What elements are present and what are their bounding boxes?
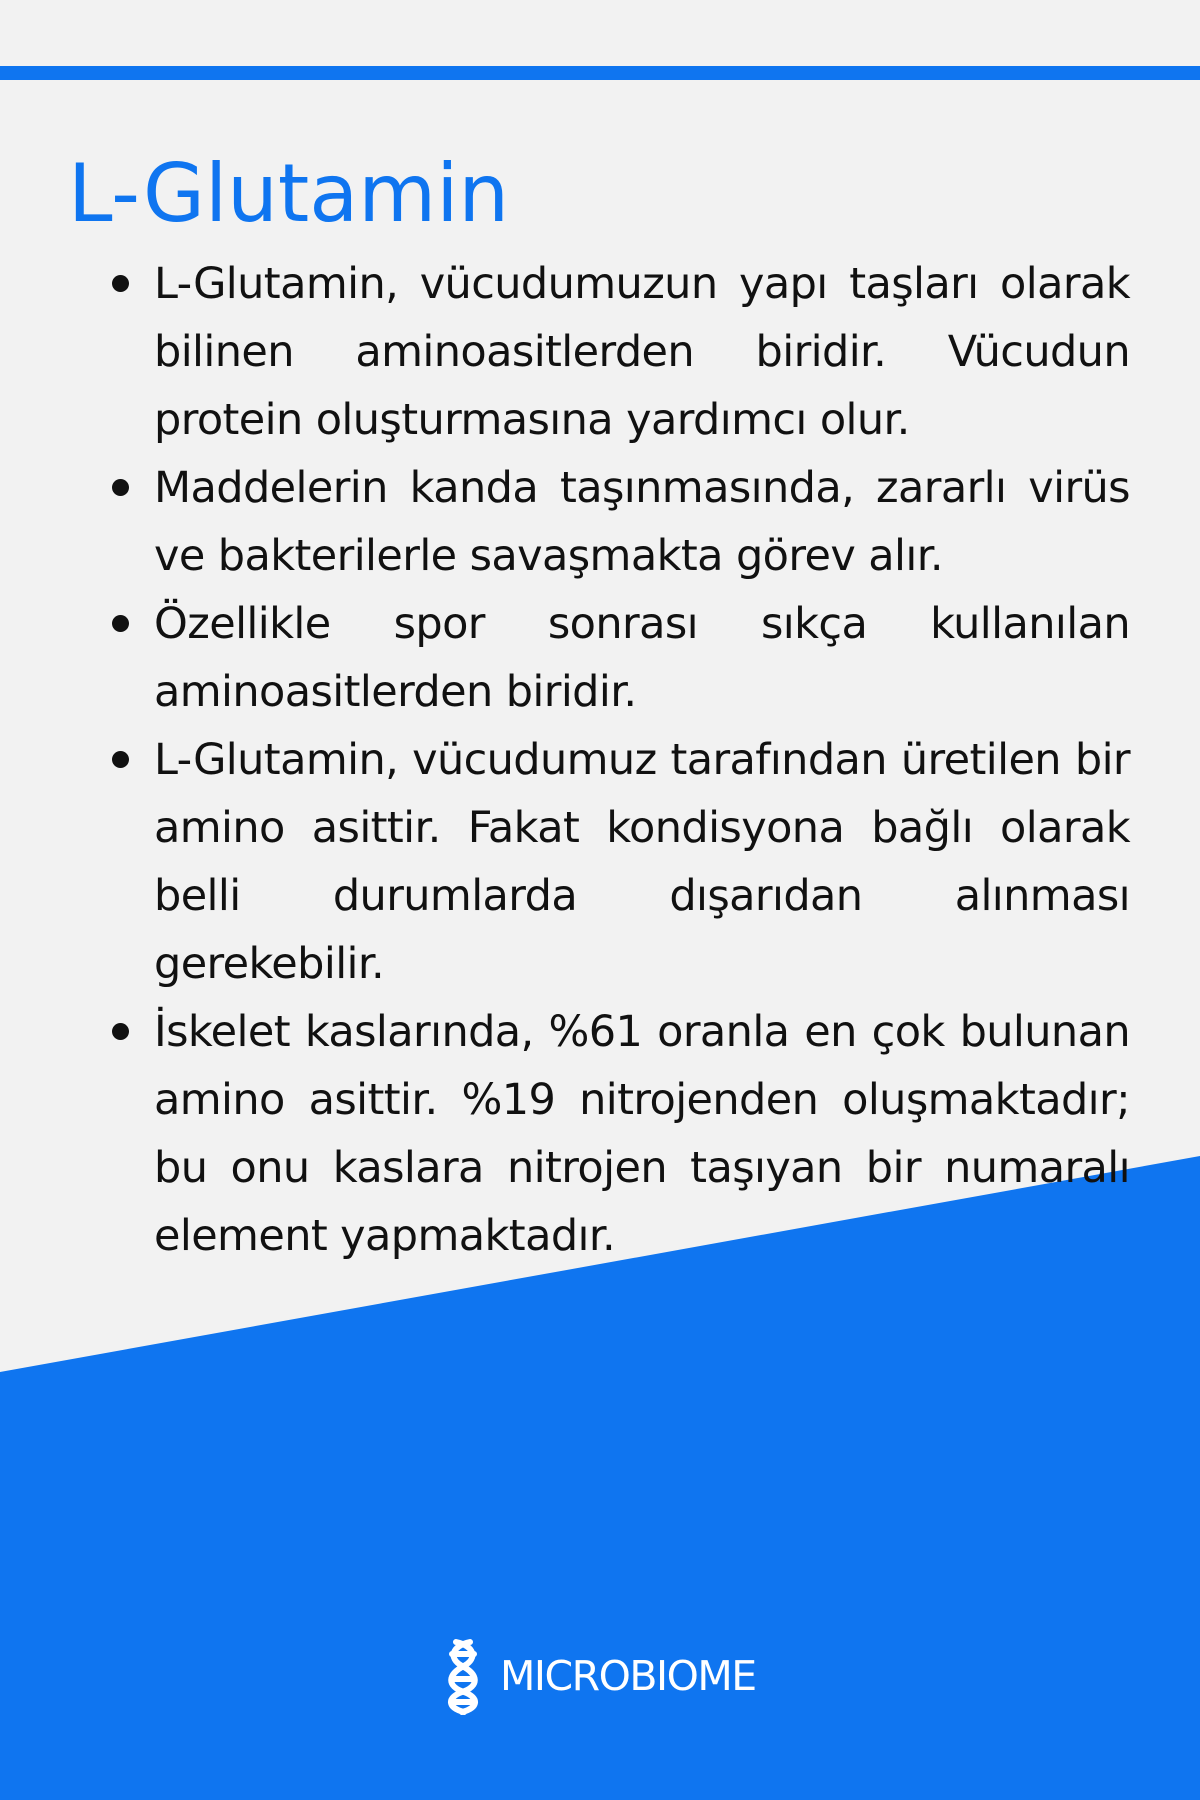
brand-name: MICROBIOME bbox=[500, 1652, 756, 1700]
list-item bbox=[106, 590, 1130, 726]
bullet-text: Maddelerin kanda taşınmasında, zararlı virüs ve bakterilerle savaşmakta görev alır. bbox=[154, 463, 1130, 581]
bullet-text: L-Glutamin, vücudumuzun yapı taşları olarak bilinen aminoasitlerden biridir. Vücudun protein oluşturmasına yardımcı olur. bbox=[154, 259, 1130, 445]
bullet-text: Özellikle spor sonrası sıkça kullanılan aminoasitlerden biridir. bbox=[154, 599, 1130, 717]
list-item bbox=[106, 726, 1130, 998]
list-item bbox=[106, 250, 1130, 454]
bullet-icon bbox=[112, 479, 129, 496]
bullet-list bbox=[106, 250, 1130, 1270]
list-item bbox=[106, 454, 1130, 590]
bullet-icon bbox=[112, 751, 129, 768]
brand-logo bbox=[434, 1636, 756, 1716]
bullet-icon bbox=[112, 615, 129, 632]
page-title: L-Glutamin bbox=[68, 147, 510, 240]
bullet-icon bbox=[112, 1023, 129, 1040]
bullet-text: İskelet kaslarında, %61 oranla en çok bulunan amino asittir. %19 nitrojenden oluşmaktadır; bu onu kaslara nitrojen taşıyan bir numaralı element yapmaktadır. bbox=[154, 1007, 1130, 1261]
dna-helix-icon bbox=[434, 1636, 494, 1716]
bullet-text: L-Glutamin, vücudumuz tarafından üretilen bir amino asittir. Fakat kondisyona bağlı olarak belli durumlarda dışarıdan alınması gerekebilir. bbox=[154, 735, 1130, 989]
bullet-icon bbox=[112, 275, 129, 292]
list-item bbox=[106, 998, 1130, 1270]
